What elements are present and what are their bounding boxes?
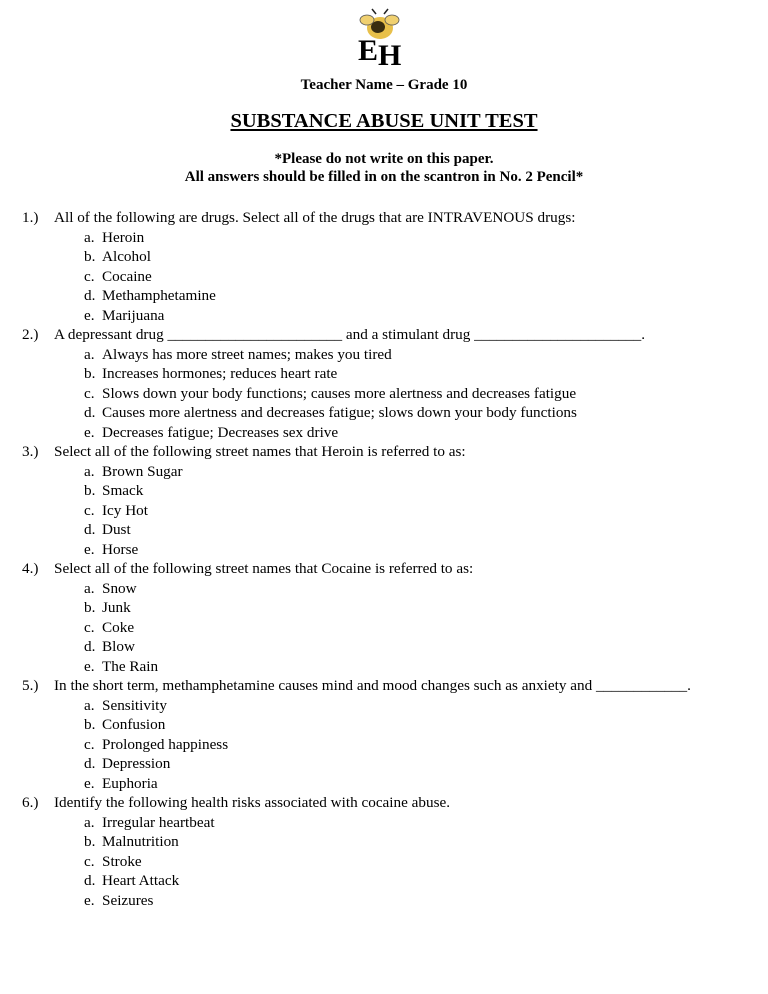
svg-text:H: H	[378, 39, 402, 66]
option-letter: a.	[84, 462, 95, 480]
question-text: Select all of the following street names that Cocaine is referred to as:	[54, 560, 474, 577]
answer-option	[22, 715, 691, 735]
question-text: Identify the following health risks associated with cocaine abuse.	[54, 794, 451, 811]
answer-option	[22, 520, 691, 540]
option-letter: b.	[84, 599, 96, 616]
option-letter: b.	[84, 248, 96, 265]
instruction-line-1: *Please do not write on this paper.	[274, 151, 494, 167]
teacher-line: Teacher Name – Grade 10	[300, 77, 468, 93]
answer-option	[22, 501, 691, 521]
answer-option	[22, 423, 691, 443]
option-letter: d.	[84, 872, 96, 889]
option-text: Snow	[102, 579, 137, 597]
answer-option	[22, 306, 691, 326]
answer-option	[22, 462, 691, 482]
answer-option	[22, 657, 691, 677]
answer-option	[22, 598, 691, 618]
option-text: Malnutrition	[102, 833, 179, 850]
option-text: Sensitivity	[102, 696, 167, 714]
answer-option	[22, 813, 691, 833]
option-letter: a.	[84, 813, 95, 831]
option-letter: d.	[84, 404, 96, 421]
option-letter: c.	[84, 384, 95, 402]
answer-option	[22, 696, 691, 716]
answer-option	[22, 345, 691, 365]
question	[22, 442, 691, 462]
option-text: Increases hormones; reduces heart rate	[102, 365, 338, 382]
option-text: Decreases fatigue; Decreases sex drive	[102, 423, 339, 441]
question-number: 2.)	[22, 326, 39, 343]
instruction-line-2: All answers should be filled in on the scantron in No. 2 Pencil*	[184, 169, 584, 185]
answer-option	[22, 774, 691, 794]
answer-option	[22, 286, 691, 306]
option-text: Dust	[102, 521, 131, 538]
option-text: Slows down your body functions; causes more alertness and decreases fatigue	[102, 384, 577, 402]
option-text: Horse	[102, 540, 139, 558]
option-letter: c.	[84, 501, 95, 519]
answer-option	[22, 832, 691, 852]
option-text: Causes more alertness and decreases fatigue; slows down your body functions	[102, 404, 577, 421]
option-text: Euphoria	[102, 774, 158, 792]
option-text: Marijuana	[102, 306, 165, 324]
answer-option	[22, 228, 691, 248]
option-text: Stroke	[102, 852, 142, 870]
option-letter: d.	[84, 755, 96, 772]
answer-option	[22, 247, 691, 267]
option-letter: a.	[84, 345, 95, 363]
option-letter: b.	[84, 365, 96, 382]
answer-option	[22, 618, 691, 638]
option-letter: a.	[84, 696, 95, 714]
question-text: Select all of the following street names that Heroin is referred to as:	[54, 443, 466, 460]
option-letter: c.	[84, 735, 95, 753]
question	[22, 676, 691, 696]
option-text: Prolonged happiness	[102, 735, 229, 753]
answer-option	[22, 735, 691, 755]
option-text: Brown Sugar	[102, 462, 183, 480]
question-text: All of the following are drugs. Select all of the drugs that are INTRAVENOUS drugs:	[54, 209, 576, 226]
option-letter: d.	[84, 521, 96, 538]
svg-text:E: E	[358, 34, 379, 66]
question-number: 1.)	[22, 209, 39, 226]
option-text: Confusion	[102, 716, 166, 733]
option-text: Depression	[102, 755, 171, 772]
option-letter: c.	[84, 618, 95, 636]
question-number: 3.)	[22, 443, 39, 460]
option-text: Methamphetamine	[102, 287, 216, 304]
answer-option	[22, 267, 691, 287]
question-text: In the short term, methamphetamine causes mind and mood changes such as anxiety and ____________.	[54, 677, 691, 694]
option-text: Cocaine	[102, 267, 152, 285]
option-letter: a.	[84, 579, 95, 597]
question-text: A depressant drug _______________________ and a stimulant drug ______________________.	[54, 326, 645, 343]
school-logo	[350, 8, 412, 66]
question-number: 6.)	[22, 794, 39, 811]
question	[22, 793, 691, 813]
question-number: 4.)	[22, 560, 39, 577]
option-text: Heroin	[102, 228, 145, 246]
option-letter: c.	[84, 267, 95, 285]
option-letter: b.	[84, 482, 96, 499]
option-text: Heart Attack	[102, 872, 180, 889]
answer-option	[22, 754, 691, 774]
option-text: Junk	[102, 599, 131, 616]
option-letter: b.	[84, 716, 96, 733]
option-letter: c.	[84, 852, 95, 870]
answer-option	[22, 852, 691, 872]
question-number: 5.)	[22, 677, 39, 694]
page-title: SUBSTANCE ABUSE UNIT TEST	[230, 110, 538, 132]
answer-option	[22, 403, 691, 423]
answer-option	[22, 637, 691, 657]
answer-option	[22, 871, 691, 891]
option-text: Icy Hot	[102, 501, 148, 519]
answer-option	[22, 891, 691, 911]
question-list	[22, 208, 691, 910]
option-text: Smack	[102, 482, 144, 499]
option-letter: e.	[84, 540, 95, 558]
answer-option	[22, 579, 691, 599]
answer-option	[22, 384, 691, 404]
question	[22, 559, 691, 579]
option-letter: e.	[84, 657, 95, 675]
option-text: Irregular heartbeat	[102, 813, 215, 831]
option-text: Blow	[102, 638, 135, 655]
option-letter: d.	[84, 638, 96, 655]
question	[22, 325, 691, 345]
option-text: Seizures	[102, 891, 154, 909]
option-text: The Rain	[102, 657, 159, 675]
question	[22, 208, 691, 228]
option-letter: a.	[84, 228, 95, 246]
option-letter: e.	[84, 423, 95, 441]
option-text: Coke	[102, 618, 135, 636]
option-letter: e.	[84, 774, 95, 792]
answer-option	[22, 364, 691, 384]
option-letter: d.	[84, 287, 96, 304]
option-text: Always has more street names; makes you tired	[102, 345, 392, 363]
option-letter: e.	[84, 306, 95, 324]
option-text: Alcohol	[102, 248, 151, 265]
option-letter: b.	[84, 833, 96, 850]
answer-option	[22, 481, 691, 501]
answer-option	[22, 540, 691, 560]
option-letter: e.	[84, 891, 95, 909]
